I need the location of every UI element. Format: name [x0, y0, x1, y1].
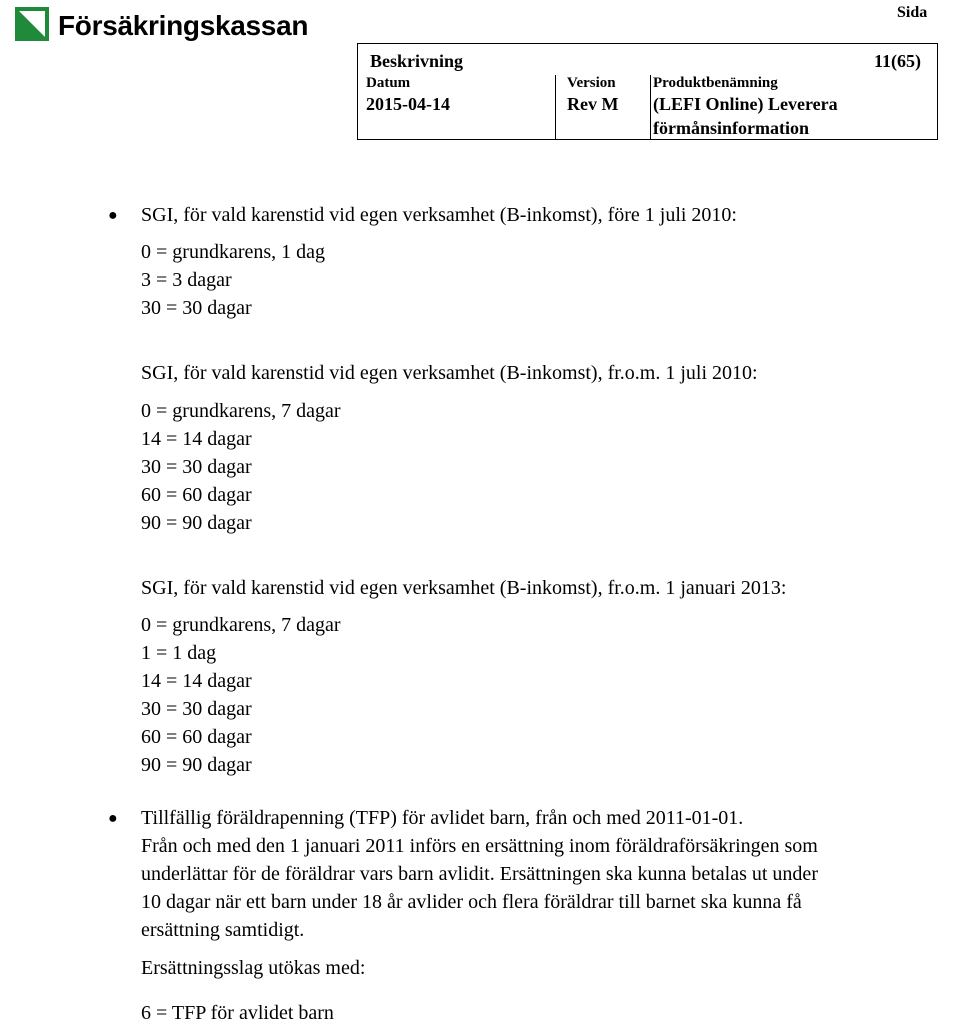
- version-label: Version: [567, 75, 616, 91]
- section4-title: Tillfällig föräldrapenning (TFP) för avlidet barn, från och med 2011-01-01.: [141, 807, 744, 829]
- bullet-icon: ●: [108, 207, 118, 224]
- extension-value: 6 = TFP för avlidet barn: [141, 1002, 334, 1024]
- list-item: 14 = 14 dagar: [141, 670, 252, 692]
- list-item: 90 = 90 dagar: [141, 512, 252, 534]
- list-item: 0 = grundkarens, 1 dag: [141, 241, 326, 263]
- paragraph-line: underlättar för de föräldrar vars barn avlidit. Ersättningen ska kunna betalas ut under: [141, 863, 818, 885]
- list-item: 3 = 3 dagar: [141, 269, 232, 291]
- section2-title: SGI, för vald karenstid vid egen verksamhet (B-inkomst), fr.o.m. 1 juli 2010:: [141, 362, 758, 384]
- brand-logo: [14, 6, 308, 42]
- list-item: 60 = 60 dagar: [141, 484, 252, 506]
- paragraph-line: ersättning samtidigt.: [141, 919, 305, 941]
- paragraph-line: 10 dagar när ett barn under 18 år avlider och flera föräldrar till barnet ska kunna få: [141, 891, 802, 913]
- version-value: Rev M: [567, 94, 619, 114]
- list-item: 0 = grundkarens, 7 dagar: [141, 400, 341, 422]
- product-value-line1: (LEFI Online) Leverera: [653, 94, 838, 114]
- list-item: 30 = 30 dagar: [141, 297, 252, 319]
- date-label: Datum: [366, 75, 411, 91]
- list-item: 1 = 1 dag: [141, 642, 217, 664]
- list-item: 90 = 90 dagar: [141, 754, 252, 776]
- paragraph-line: Från och med den 1 januari 2011 införs en ersättning inom föräldraförsäkringen som: [141, 835, 818, 857]
- bullet-icon: ●: [108, 810, 118, 827]
- list-item: 30 = 30 dagar: [141, 456, 252, 478]
- product-label: Produktbenämning: [653, 75, 778, 91]
- brand-emblem-icon: [14, 6, 50, 42]
- list-item: 0 = grundkarens, 7 dagar: [141, 614, 341, 636]
- section3-title: SGI, för vald karenstid vid egen verksamhet (B-inkomst), fr.o.m. 1 januari 2013:: [141, 577, 787, 599]
- page-count: 11(65): [874, 51, 921, 71]
- list-item: 14 = 14 dagar: [141, 428, 252, 450]
- product-value-line2: förmånsinformation: [653, 118, 809, 138]
- list-item: 30 = 30 dagar: [141, 698, 252, 720]
- section1-title: SGI, för vald karenstid vid egen verksamhet (B-inkomst), före 1 juli 2010:: [141, 204, 737, 226]
- date-value: 2015-04-14: [366, 94, 450, 114]
- extension-label: Ersättningsslag utökas med:: [141, 957, 366, 979]
- description-label: Beskrivning: [370, 51, 464, 71]
- list-item: 60 = 60 dagar: [141, 726, 252, 748]
- page-label: Sida: [897, 4, 928, 21]
- brand-name: Försäkringskassan: [58, 10, 309, 41]
